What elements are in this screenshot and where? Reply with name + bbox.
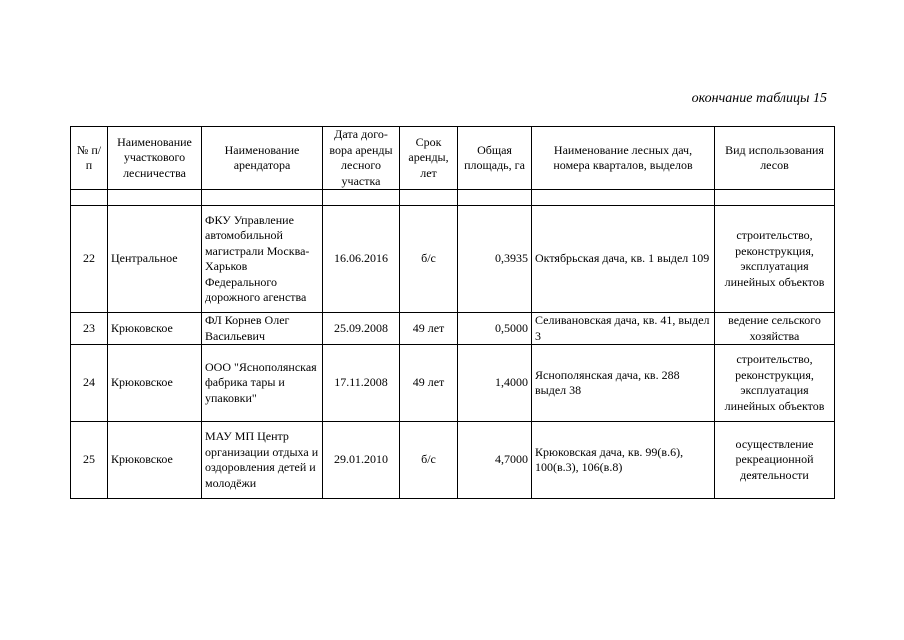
cell-use: осуществление рекреационной деятельности xyxy=(715,422,835,499)
spacer-row xyxy=(71,190,835,206)
cell-dachas: Яснополянская дача, кв. 288 выдел 38 xyxy=(532,345,715,422)
cell-area: 0,5000 xyxy=(458,313,532,345)
header-term: Срок аренды, лет xyxy=(400,127,458,190)
cell-tenant: ФКУ Управление автомобильной магистрали Москва-Харьков Федерального дорожного агенства xyxy=(202,206,323,313)
cell-tenant: ФЛ Корнев Олег Васильевич xyxy=(202,313,323,345)
cell-term: б/с xyxy=(400,422,458,499)
header-forestry: Наименование участкового лесничества xyxy=(108,127,202,190)
table-row xyxy=(71,206,835,313)
cell-forestry: Крюковское xyxy=(108,345,202,422)
table-caption: окончание таблицы 15 xyxy=(691,91,827,106)
cell-area: 1,4000 xyxy=(458,345,532,422)
header-date: Дата дого-вора аренды лесного участка xyxy=(323,127,400,190)
table-row xyxy=(71,345,835,422)
header-use: Вид использования лесов xyxy=(715,127,835,190)
header-dachas: Наименование лесных дач, номера кварталов, выделов xyxy=(532,127,715,190)
cell-use: строительство, реконструкция, эксплуатация линейных объектов xyxy=(715,206,835,313)
header-tenant: Наименование арендатора xyxy=(202,127,323,190)
cell-term: б/с xyxy=(400,206,458,313)
cell-num: 23 xyxy=(71,313,108,345)
lease-table xyxy=(70,126,835,499)
cell-use: строительство, реконструкция, эксплуатация линейных объектов xyxy=(715,345,835,422)
cell-date: 25.09.2008 xyxy=(323,313,400,345)
cell-tenant: ООО "Яснополянская фабрика тары и упаковки" xyxy=(202,345,323,422)
cell-num: 25 xyxy=(71,422,108,499)
cell-num: 22 xyxy=(71,206,108,313)
cell-term: 49 лет xyxy=(400,313,458,345)
cell-dachas: Крюковская дача, кв. 99(в.6), 100(в.3), 106(в.8) xyxy=(532,422,715,499)
cell-forestry: Крюковское xyxy=(108,422,202,499)
cell-dachas: Октябрьская дача, кв. 1 выдел 109 xyxy=(532,206,715,313)
cell-date: 29.01.2010 xyxy=(323,422,400,499)
table-row xyxy=(71,313,835,345)
header-area: Общая площадь, га xyxy=(458,127,532,190)
header-num: № п/п xyxy=(71,127,108,190)
cell-dachas: Селивановская дача, кв. 41, выдел 3 xyxy=(532,313,715,345)
cell-forestry: Центральное xyxy=(108,206,202,313)
cell-tenant: МАУ МП Центр организации отдыха и оздоровления детей и молодёжи xyxy=(202,422,323,499)
cell-term: 49 лет xyxy=(400,345,458,422)
table-row xyxy=(71,422,835,499)
cell-date: 17.11.2008 xyxy=(323,345,400,422)
header-row xyxy=(71,127,835,190)
cell-forestry: Крюковское xyxy=(108,313,202,345)
cell-use: ведение сельского хозяйства xyxy=(715,313,835,345)
cell-num: 24 xyxy=(71,345,108,422)
cell-area: 0,3935 xyxy=(458,206,532,313)
cell-area: 4,7000 xyxy=(458,422,532,499)
cell-date: 16.06.2016 xyxy=(323,206,400,313)
